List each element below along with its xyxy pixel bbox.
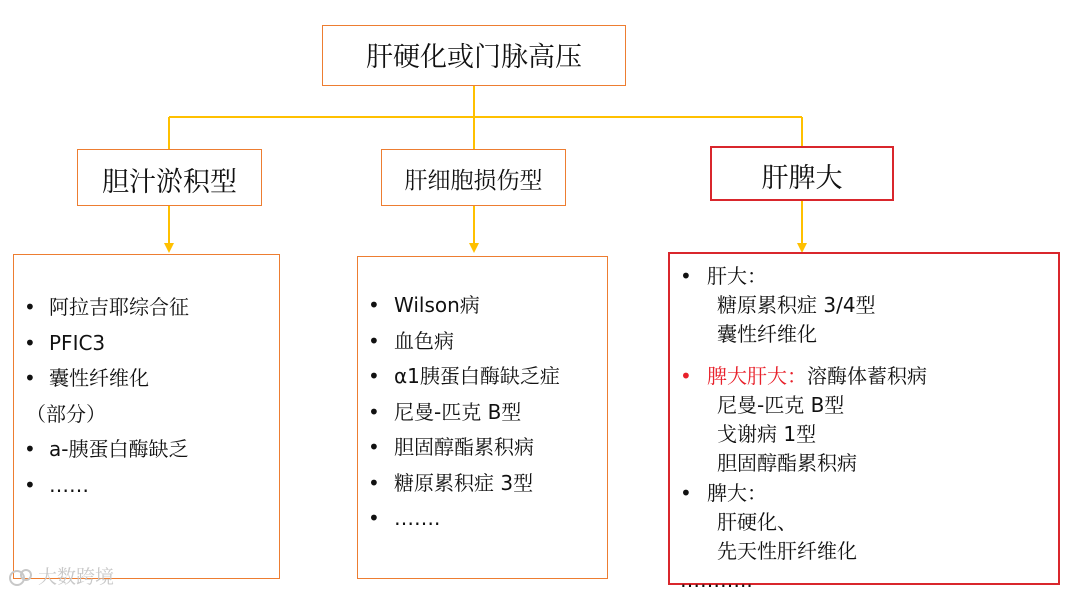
bullet: • <box>24 472 36 497</box>
cholestatic-list <box>14 290 189 503</box>
list-item <box>14 326 189 362</box>
category-hepatosplenomegaly <box>710 146 894 201</box>
list-item <box>358 359 560 395</box>
bullet: • <box>368 364 380 388</box>
arrowhead-middle <box>469 243 479 253</box>
bullet: • <box>368 328 380 353</box>
bullet: • <box>368 293 380 317</box>
bullet: • <box>24 437 36 461</box>
list-item-text: 糖原累积症 3型 <box>394 470 534 495</box>
list-item-text: （部分） <box>26 401 106 426</box>
list-item <box>358 288 560 324</box>
hepatosplenomegaly-label: 脾大肝大： <box>707 364 807 388</box>
bullet: • <box>368 435 380 459</box>
list-item-text: 囊性纤维化 <box>49 366 149 390</box>
arrowhead-left <box>164 243 174 253</box>
list-item-text: 糖原累积症 3/4型 <box>717 293 876 317</box>
list-item <box>14 468 189 504</box>
hepatomegaly-group <box>670 262 876 349</box>
bullet: • <box>368 470 380 495</box>
category-title: 肝细胞损伤型 <box>404 168 543 194</box>
list-item-text: 溶酶体蓄积病 <box>807 364 927 388</box>
list-item <box>14 432 189 468</box>
watermark-text: 大数跨境 <box>38 566 115 588</box>
category-title: 胆汁淤积型 <box>102 167 237 198</box>
list-item <box>358 430 560 466</box>
list-item <box>358 501 560 537</box>
list-item-text: 阿拉吉耶综合征 <box>49 295 189 319</box>
bullet: • <box>680 364 692 388</box>
list-item <box>14 290 189 326</box>
list-box-hepatosplenomegaly <box>668 252 1060 592</box>
hepatosplenomegaly-group <box>670 362 927 478</box>
list-item-text: 肝硬化、 <box>717 510 797 534</box>
splenomegaly-group <box>670 479 857 595</box>
list-item-text: a-胰蛋白酶缺乏 <box>49 437 189 461</box>
group-heading <box>670 262 876 291</box>
category-cholestatic <box>77 149 262 206</box>
list-item-text: 胆固醇酯累积病 <box>717 451 857 475</box>
bullet: • <box>24 295 36 319</box>
list-item-text: 先天性肝纤维化 <box>717 539 857 563</box>
list-item-text: 囊性纤维化 <box>717 322 817 346</box>
list-item-text: ……. <box>394 506 441 530</box>
hepatomegaly-label: 肝大： <box>707 264 767 288</box>
watermark-logo-icon <box>8 568 34 588</box>
group-heading <box>670 479 857 508</box>
list-item-text: 胆固醇酯累积病 <box>394 435 534 459</box>
bullet: • <box>24 330 36 355</box>
list-item-text: 尼曼-匹克 B型 <box>394 399 522 424</box>
category-hepatocellular <box>381 149 566 206</box>
list-item-text: 戈谢病 1型 <box>717 422 817 446</box>
list-item-text: …… <box>49 472 89 497</box>
bullet: • <box>680 264 692 288</box>
list-box-cholestatic <box>13 254 280 579</box>
watermark <box>8 562 114 589</box>
bullet: • <box>368 399 380 424</box>
bullet: • <box>680 481 692 505</box>
list-item <box>358 466 560 502</box>
bullet: • <box>368 506 380 530</box>
list-item-continuation <box>14 397 189 433</box>
hepatocellular-list <box>358 288 560 537</box>
root-node <box>322 25 626 86</box>
list-item-text: α1胰蛋白酶缺乏症 <box>394 364 560 388</box>
bullet: • <box>24 366 36 390</box>
list-item-text: PFIC3 <box>49 330 106 355</box>
list-item-text: 尼曼-匹克 B型 <box>717 393 845 417</box>
splenomegaly-label: 脾大： <box>707 481 767 505</box>
list-box-hepatocellular <box>357 256 608 579</box>
group-heading <box>670 362 927 391</box>
list-ellipsis: ……….. <box>680 568 753 592</box>
list-item-text: Wilson病 <box>394 293 480 317</box>
list-item <box>358 324 560 360</box>
root-title: 肝硬化或门脉高压 <box>366 42 582 73</box>
list-item <box>14 361 189 397</box>
category-title: 肝脾大 <box>761 163 843 194</box>
list-item <box>358 395 560 431</box>
list-item-text: 血色病 <box>394 328 454 353</box>
